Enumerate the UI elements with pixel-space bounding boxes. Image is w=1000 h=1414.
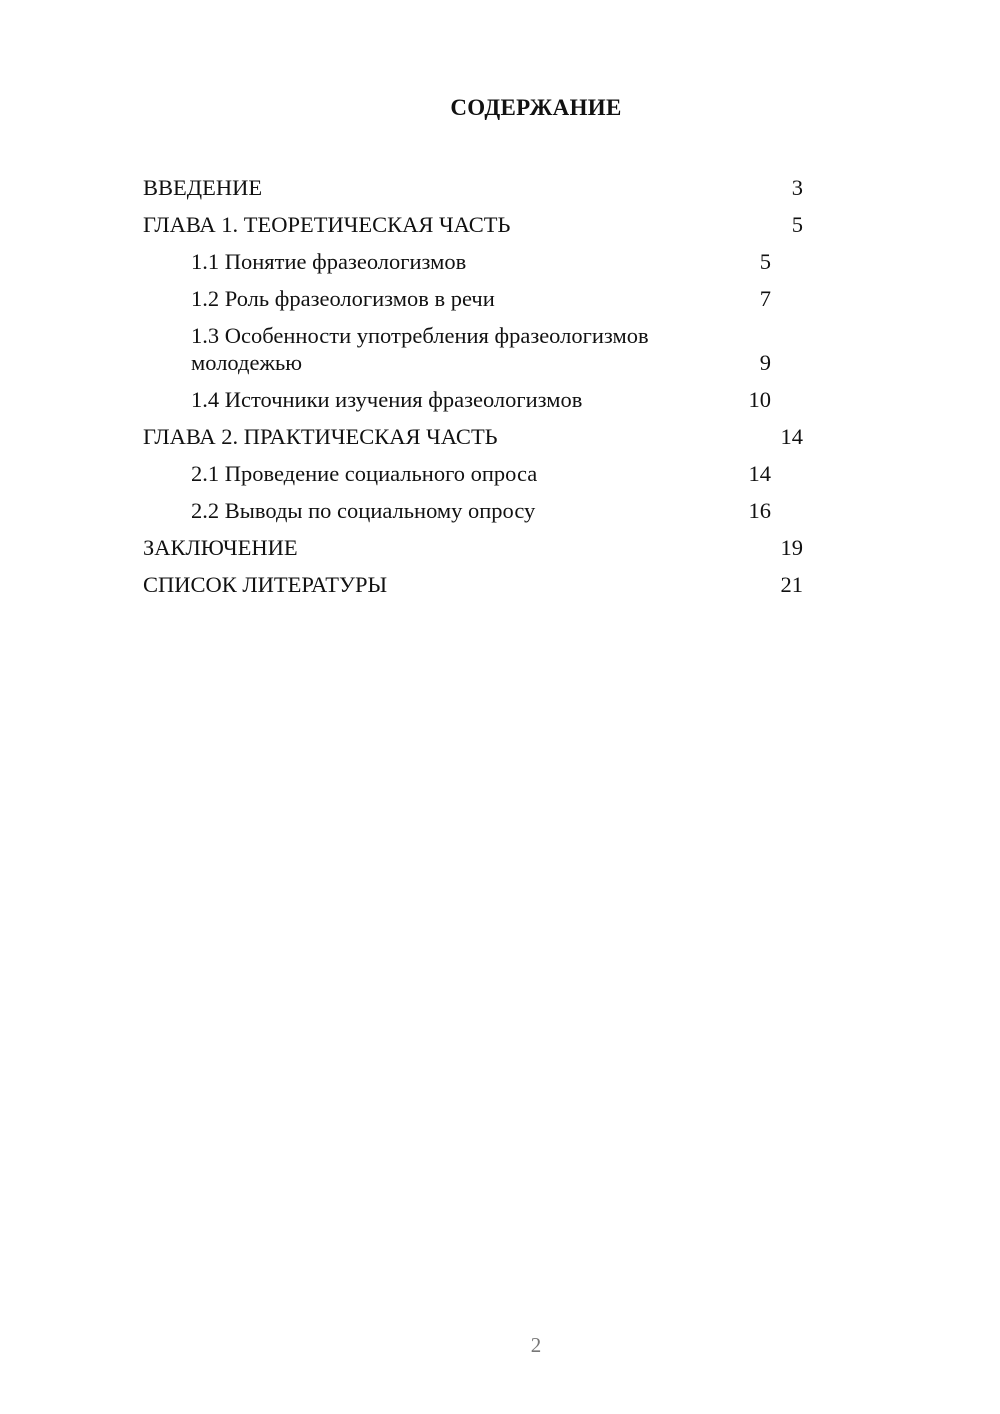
- toc-entry-label: 2.2 Выводы по социальному опросу: [191, 498, 536, 523]
- toc-entry-section-1-3[interactable]: [143, 316, 918, 380]
- toc-entry-page: 19: [780, 535, 803, 560]
- toc-entry-section-2-1[interactable]: [143, 454, 918, 491]
- toc-entry-chapter-1[interactable]: [143, 205, 918, 242]
- toc-entry-page: 14: [748, 461, 771, 486]
- toc-entry-bibliography[interactable]: [143, 565, 918, 602]
- toc-entry-chapter-2[interactable]: [143, 417, 918, 454]
- toc-entry-page: 5: [759, 249, 771, 274]
- toc-entry-page: 16: [748, 498, 771, 523]
- toc-entry-label: ГЛАВА 2. ПРАКТИЧЕСКАЯ ЧАСТЬ: [143, 424, 498, 449]
- toc-entry-label: 2.1 Проведение социального опроса: [191, 461, 538, 486]
- toc-entry-section-1-4[interactable]: [143, 380, 918, 417]
- toc-entry-label: 1.3 Особенности употребления фразеологизмов молодежью: [191, 323, 649, 375]
- toc-entry-label: 1.2 Роль фразеологизмов в речи: [191, 286, 495, 311]
- toc-entry-conclusion[interactable]: [143, 528, 918, 565]
- toc-entry-section-1-2[interactable]: [143, 279, 918, 316]
- toc-entry-label: ВВЕДЕНИЕ: [143, 175, 263, 200]
- toc-entry-label: ГЛАВА 1. ТЕОРЕТИЧЕСКАЯ ЧАСТЬ: [143, 212, 511, 237]
- toc-entry-page: 3: [791, 175, 803, 200]
- toc-entry-page: 10: [748, 387, 771, 412]
- page-title: СОДЕРЖАНИЕ: [450, 95, 622, 120]
- toc-entry-page: 5: [791, 212, 803, 237]
- toc-entry-introduction[interactable]: [143, 168, 918, 205]
- toc-entry-section-1-1[interactable]: [143, 242, 918, 279]
- toc-entry-page: 9: [759, 350, 771, 375]
- page-number: 2: [530, 1333, 542, 1357]
- toc-entry-label: ЗАКЛЮЧЕНИЕ: [143, 535, 298, 560]
- toc-entry-page: 14: [780, 424, 803, 449]
- toc-entry-page: 21: [780, 572, 803, 597]
- toc-entry-label: 1.1 Понятие фразеологизмов: [191, 249, 467, 274]
- toc-entry-label: СПИСОК ЛИТЕРАТУРЫ: [143, 572, 388, 597]
- toc-entry-page: 7: [759, 286, 771, 311]
- table-of-contents: [143, 168, 918, 602]
- toc-entry-label: 1.4 Источники изучения фразеологизмов: [191, 387, 583, 412]
- toc-entry-section-2-2[interactable]: [143, 491, 918, 528]
